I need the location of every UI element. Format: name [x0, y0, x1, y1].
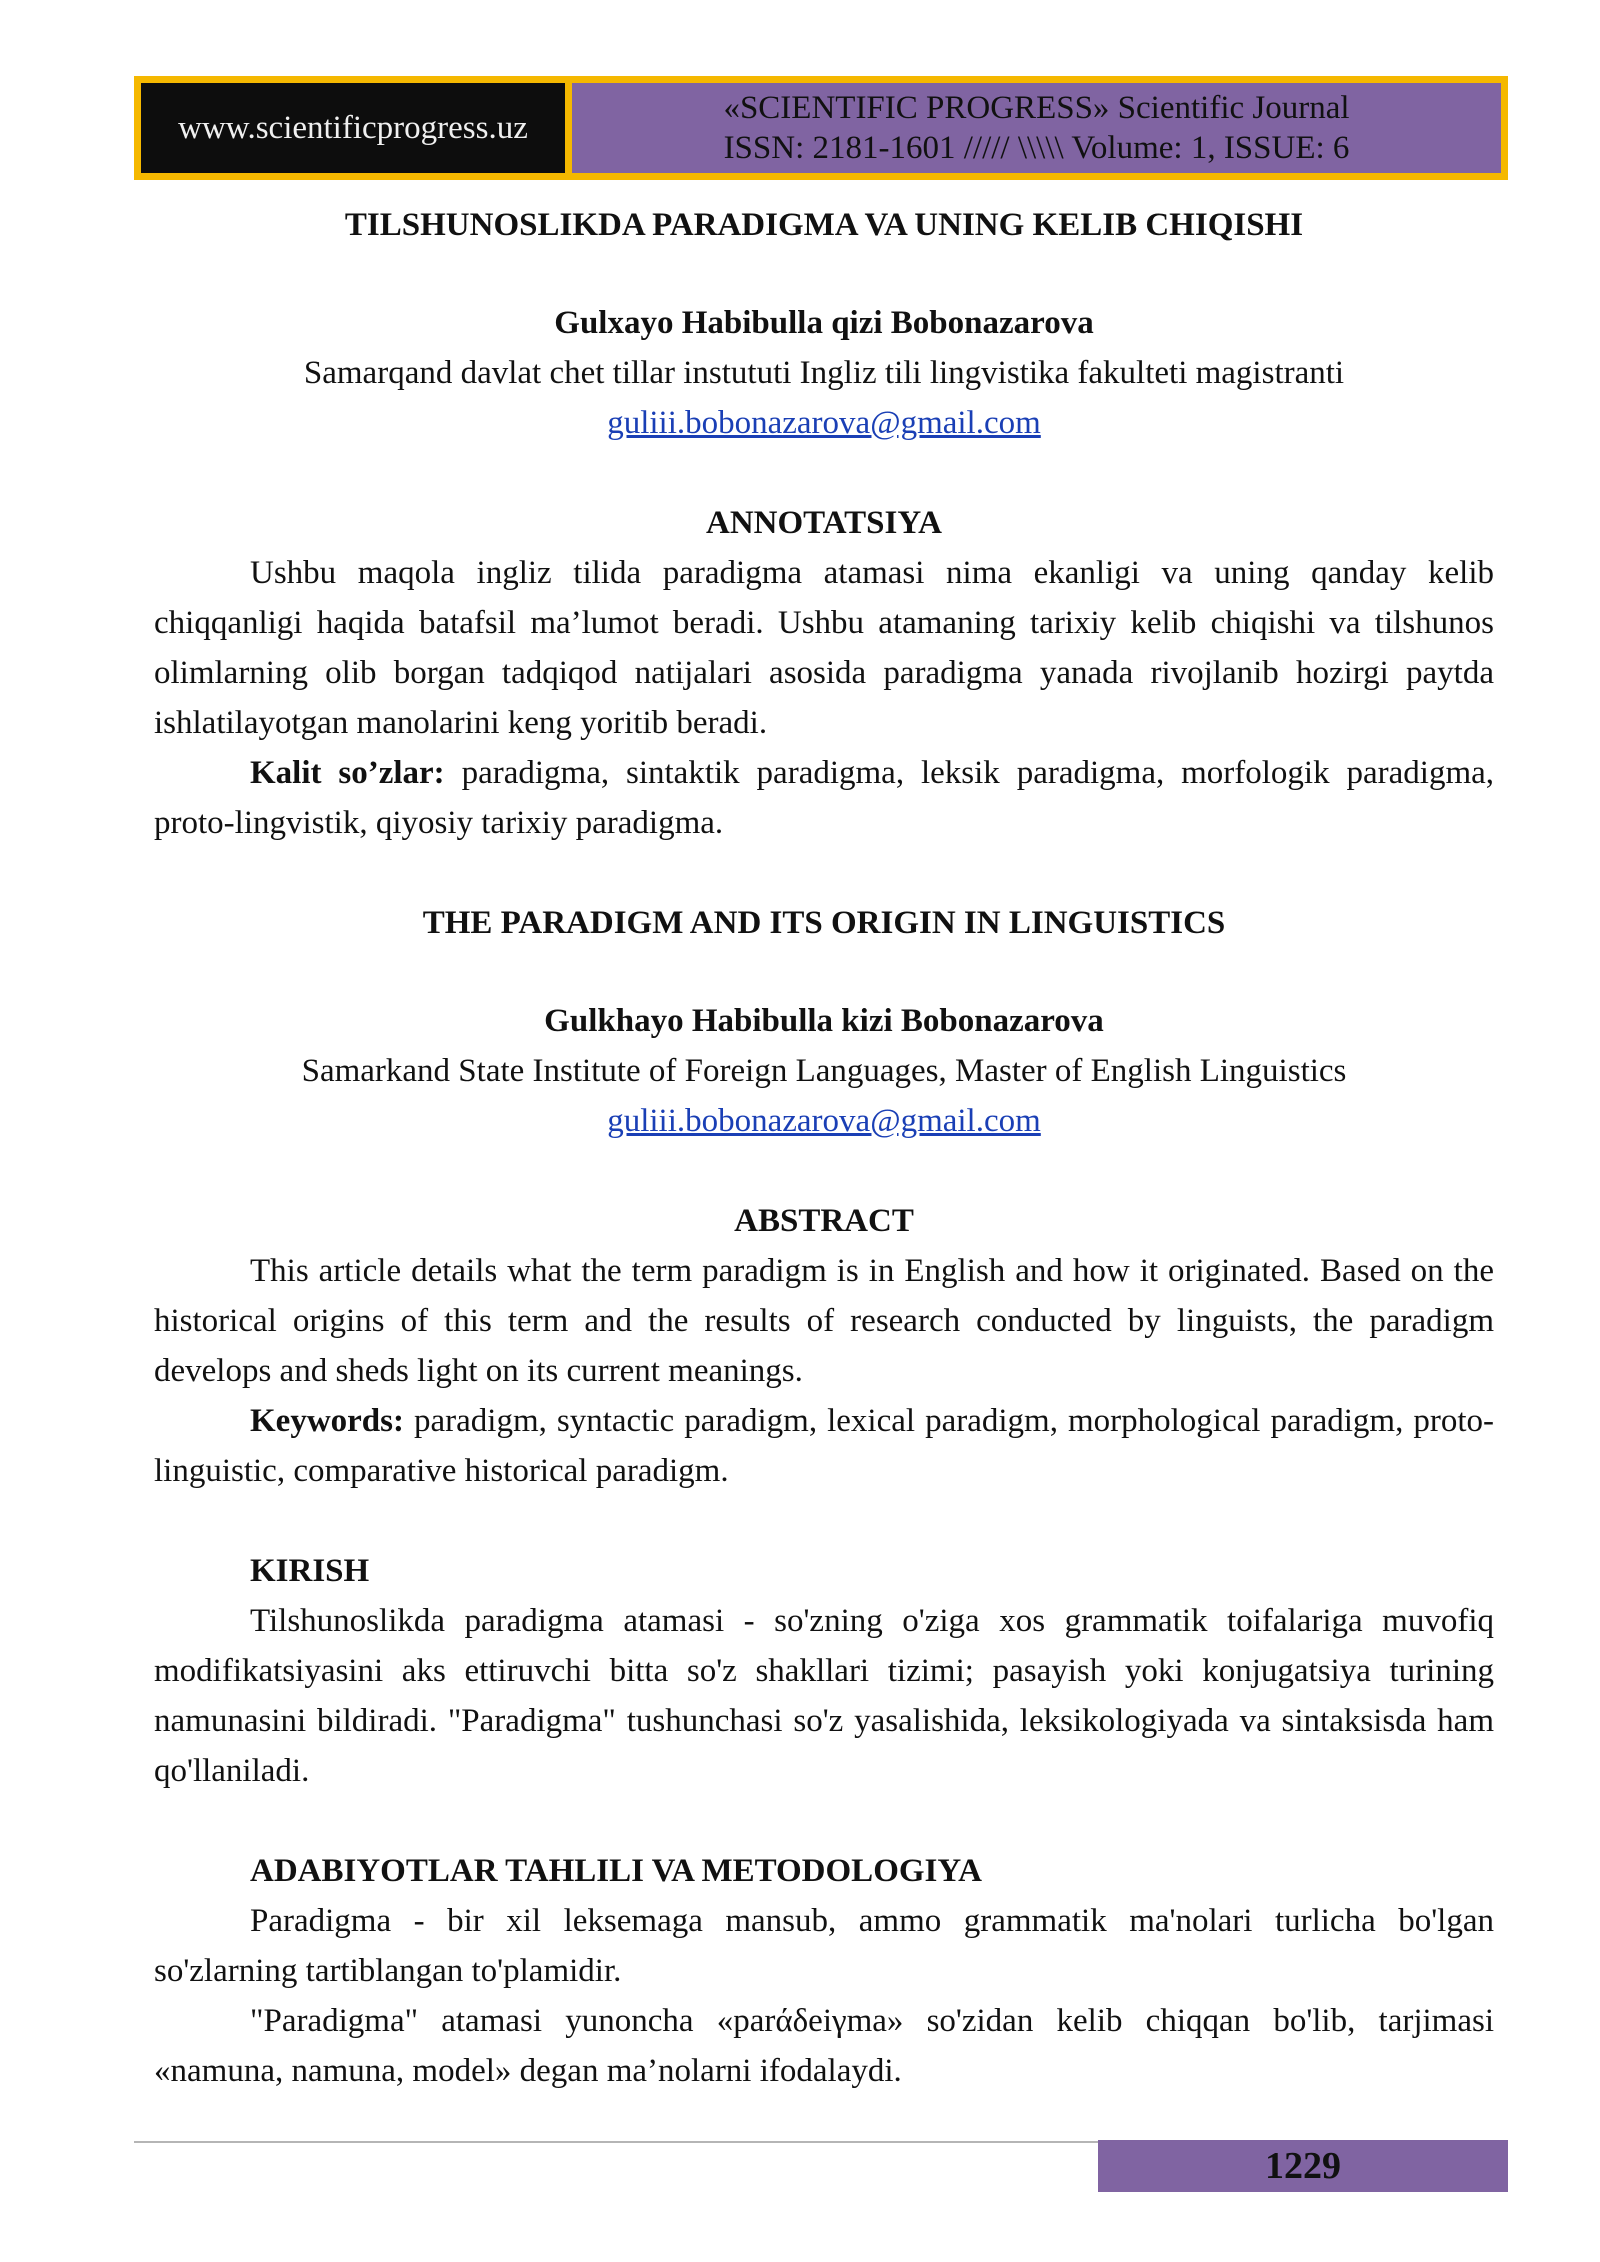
- journal-issn: ISSN: 2181-1601 ///// \\\\\ Volume: 1, ISSUE: 6: [723, 130, 1350, 166]
- en-abstract-heading: ABSTRACT: [734, 1203, 914, 1239]
- en-keywords-label: Keywords:: [250, 1403, 404, 1439]
- footer-divider: [134, 2141, 1098, 2143]
- en-author: Gulkhayo Habibulla kizi Bobonazarova: [544, 1003, 1104, 1039]
- en-affiliation: Samarkand State Institute of Foreign Languages, Master of English Linguistics: [301, 1053, 1347, 1089]
- uz-abstract-heading: ANNOTATSIYA: [706, 505, 942, 541]
- uz-keywords-list: paradigma, sintaktik paradigma, leksik paradigma, morfologik paradigma, proto-lingvistik, qiyosiy tarixiy paradigma.: [154, 755, 1495, 841]
- journal-info: [572, 83, 1501, 173]
- intro-heading: KIRISH: [250, 1553, 370, 1589]
- article-body: [154, 200, 1494, 2096]
- en-keywords: [154, 1396, 1494, 1496]
- uz-keywords-label: Kalit so’zlar:: [250, 755, 445, 791]
- methods-heading: ADABIYOTLAR TAHLILI VA METODOLOGIYA: [250, 1853, 983, 1889]
- website-url[interactable]: www.scientificprogress.uz: [141, 83, 565, 173]
- uz-abstract-text: Ushbu maqola ingliz tilida paradigma atamasi nima ekanligi va uning qanday kelib chiqqanligi haqida batafsil ma’lumot beradi. Ushbu atamaning tarixiy kelib chiqishi va tilshunos olimlarning olib borgan tadqiqod natijalari asosida paradigma yanada rivojlanib hozirgi paytda ishlatilayotgan manolarini keng yoritib beradi.: [154, 555, 1494, 741]
- uz-keywords: [154, 748, 1494, 848]
- uz-affiliation: Samarqand davlat chet tillar instututi Ingliz tili lingvistika fakulteti magistranti: [303, 355, 1345, 391]
- uz-title: TILSHUNOSLIKDA PARADIGMA VA UNING KELIB CHIQISHI: [344, 207, 1304, 243]
- en-abstract-text: This article details what the term paradigm is in English and how it originated. Based on the historical origins of this term and the results of research conducted by linguists, the paradigm develops and sheds light on its current meanings.: [154, 1253, 1494, 1389]
- journal-header: [134, 76, 1508, 180]
- methods-para1: Paradigma - bir xil leksemaga mansub, ammo grammatik ma'nolari turlicha bo'lgan so'zlarning tartiblangan to'plamidir.: [154, 1903, 1494, 1989]
- intro-text: Tilshunoslikda paradigma atamasi - so'zning o'ziga xos grammatik toifalariga muvofiq modifikatsiyasini aks ettiruvchi bitta so'z shakllari tizimi; pasayish yoki konjugatsiya turining namunasini bildiradi. "Paradigma" tushunchasi so'z yasalishida, leksikologiyada va sintaksisda ham qo'llaniladi.: [154, 1603, 1494, 1789]
- uz-email-link[interactable]: guliii.bobonazarova@gmail.com: [607, 405, 1041, 441]
- en-keywords-list: paradigm, syntactic paradigm, lexical paradigm, morphological paradigm, proto-linguistic, comparative historical paradigm.: [154, 1403, 1494, 1489]
- en-title: THE PARADIGM AND ITS ORIGIN IN LINGUISTICS: [422, 905, 1226, 941]
- journal-title: «SCIENTIFIC PROGRESS» Scientific Journal: [723, 90, 1350, 126]
- page-number: 1229: [1098, 2140, 1508, 2192]
- uz-author: Gulxayo Habibulla qizi Bobonazarova: [554, 305, 1094, 341]
- methods-para2: "Paradigma" atamasi yunoncha «parάδeiγma» so'zidan kelib chiqqan bo'lib, tarjimasi «namuna, namuna, model» degan ma’nolarni ifodalaydi.: [154, 2003, 1494, 2089]
- en-email-link[interactable]: guliii.bobonazarova@gmail.com: [607, 1103, 1041, 1139]
